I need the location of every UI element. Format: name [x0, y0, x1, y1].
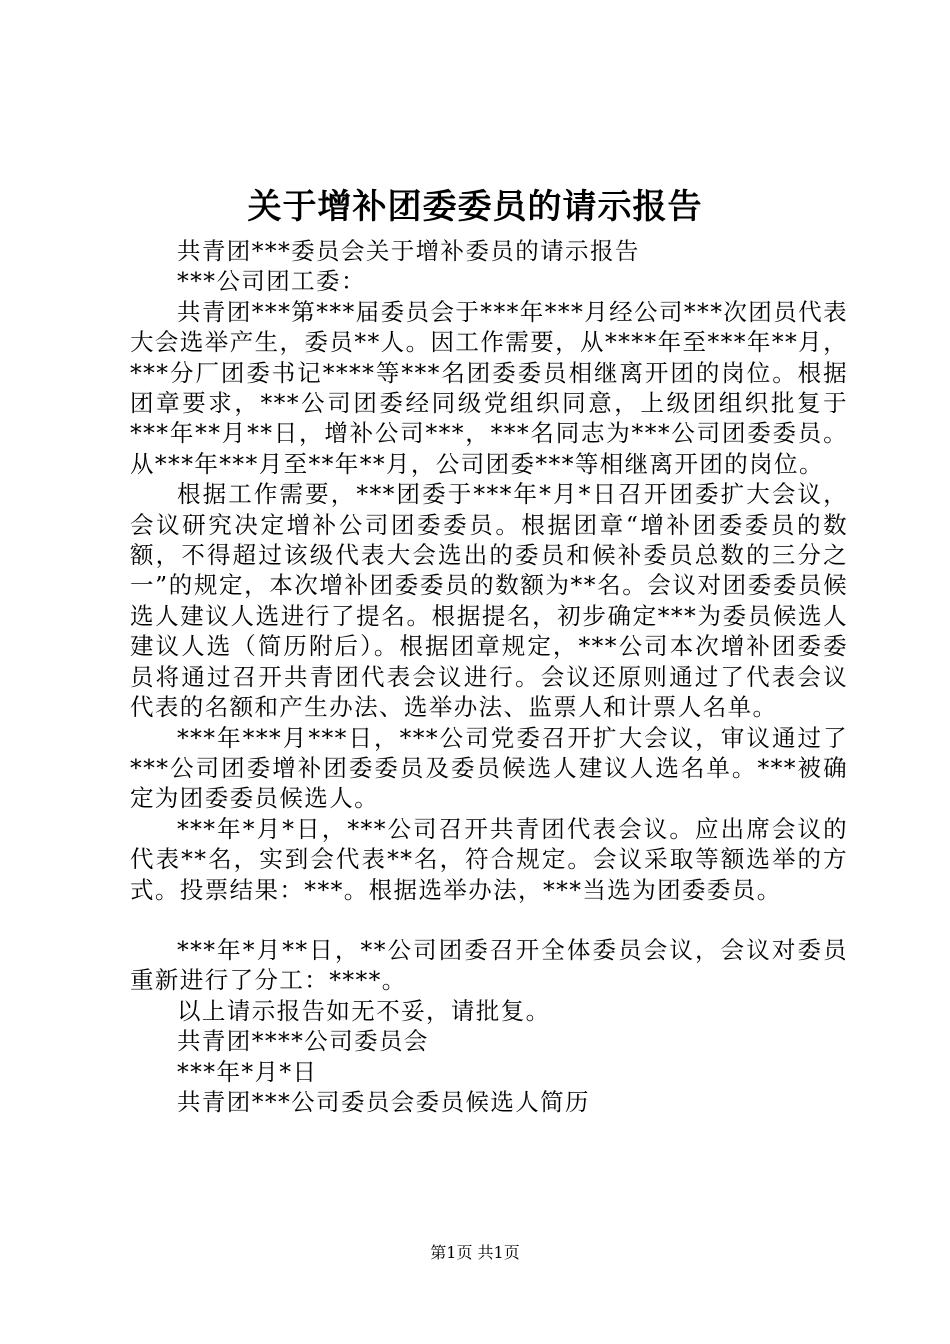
attachment-title: 共青团***公司委员会委员候选人简历 [177, 1087, 590, 1116]
paragraph-heading: 共青团***委员会关于增补委员的请示报告 [177, 237, 640, 265]
paragraph-background: 共青团***第***届委员会于***年***月经公司***次团员代表大会选举产生，委员**人。因工作需要，从****年至***年**月，***分厂团委书记****等***名团委委员相继离开团的岗位。根据团章要求，***公司团委经同级党组织同意，上级团组织批复于***年**月**日，增补公司***，***名同志为***公司团委委员。从***年***月至**年**月，公司团委***等相继离开团的岗位。 [130, 297, 848, 478]
signature-organization: 共青团****公司委员会 [177, 1027, 429, 1056]
paragraph-closing-request: 以上请示报告如无不妥，请批复。 [177, 996, 551, 1025]
paragraph-election-result: ***年*月*日，***公司召开共青团代表会议。应出席会议的代表**名，实到会代表**名，符合规定。会议采取等额选举的方式。投票结果：***。根据选举办法，***当选为团委委员。 [130, 814, 848, 904]
paragraph-division-of-work: ***年*月**日，**公司团委召开全体委员会议，会议对委员重新进行了分工：****。 [130, 935, 848, 995]
paragraph-addressee: ***公司团工委： [177, 267, 366, 296]
document-body [130, 236, 848, 1117]
signature-date: ***年*月*日 [177, 1057, 318, 1086]
paragraph-party-review: ***年***月***日，***公司党委召开扩大会议，审议通过了***公司团委增补团委委员及委员候选人建议人选名单。***被确定为团委委员候选人。 [130, 723, 848, 813]
document-title: 关于增补团委委员的请示报告 [247, 187, 703, 227]
page-footer: 第1页 共1页 [430, 1243, 520, 1262]
paragraph-meeting-decision: 根据工作需要，***团委于***年*月*日召开团委扩大会议，会议研究决定增补公司团委委员。根据团章“增补团委委员的数额，不得超过该级代表大会选出的委员和候补委员总数的三分之一”的规定，本次增补团委委员的数额为**名。会议对团委委员候选人建议人选进行了提名。根据提名，初步确定***为委员候选人建议人选（简历附后）。根据团章规定，***公司本次增补团委委员将通过召开共青团代表会议进行。会议还原则通过了代表会议代表的名额和产生办法、选举办法、监票人和计票人名单。 [130, 480, 848, 722]
